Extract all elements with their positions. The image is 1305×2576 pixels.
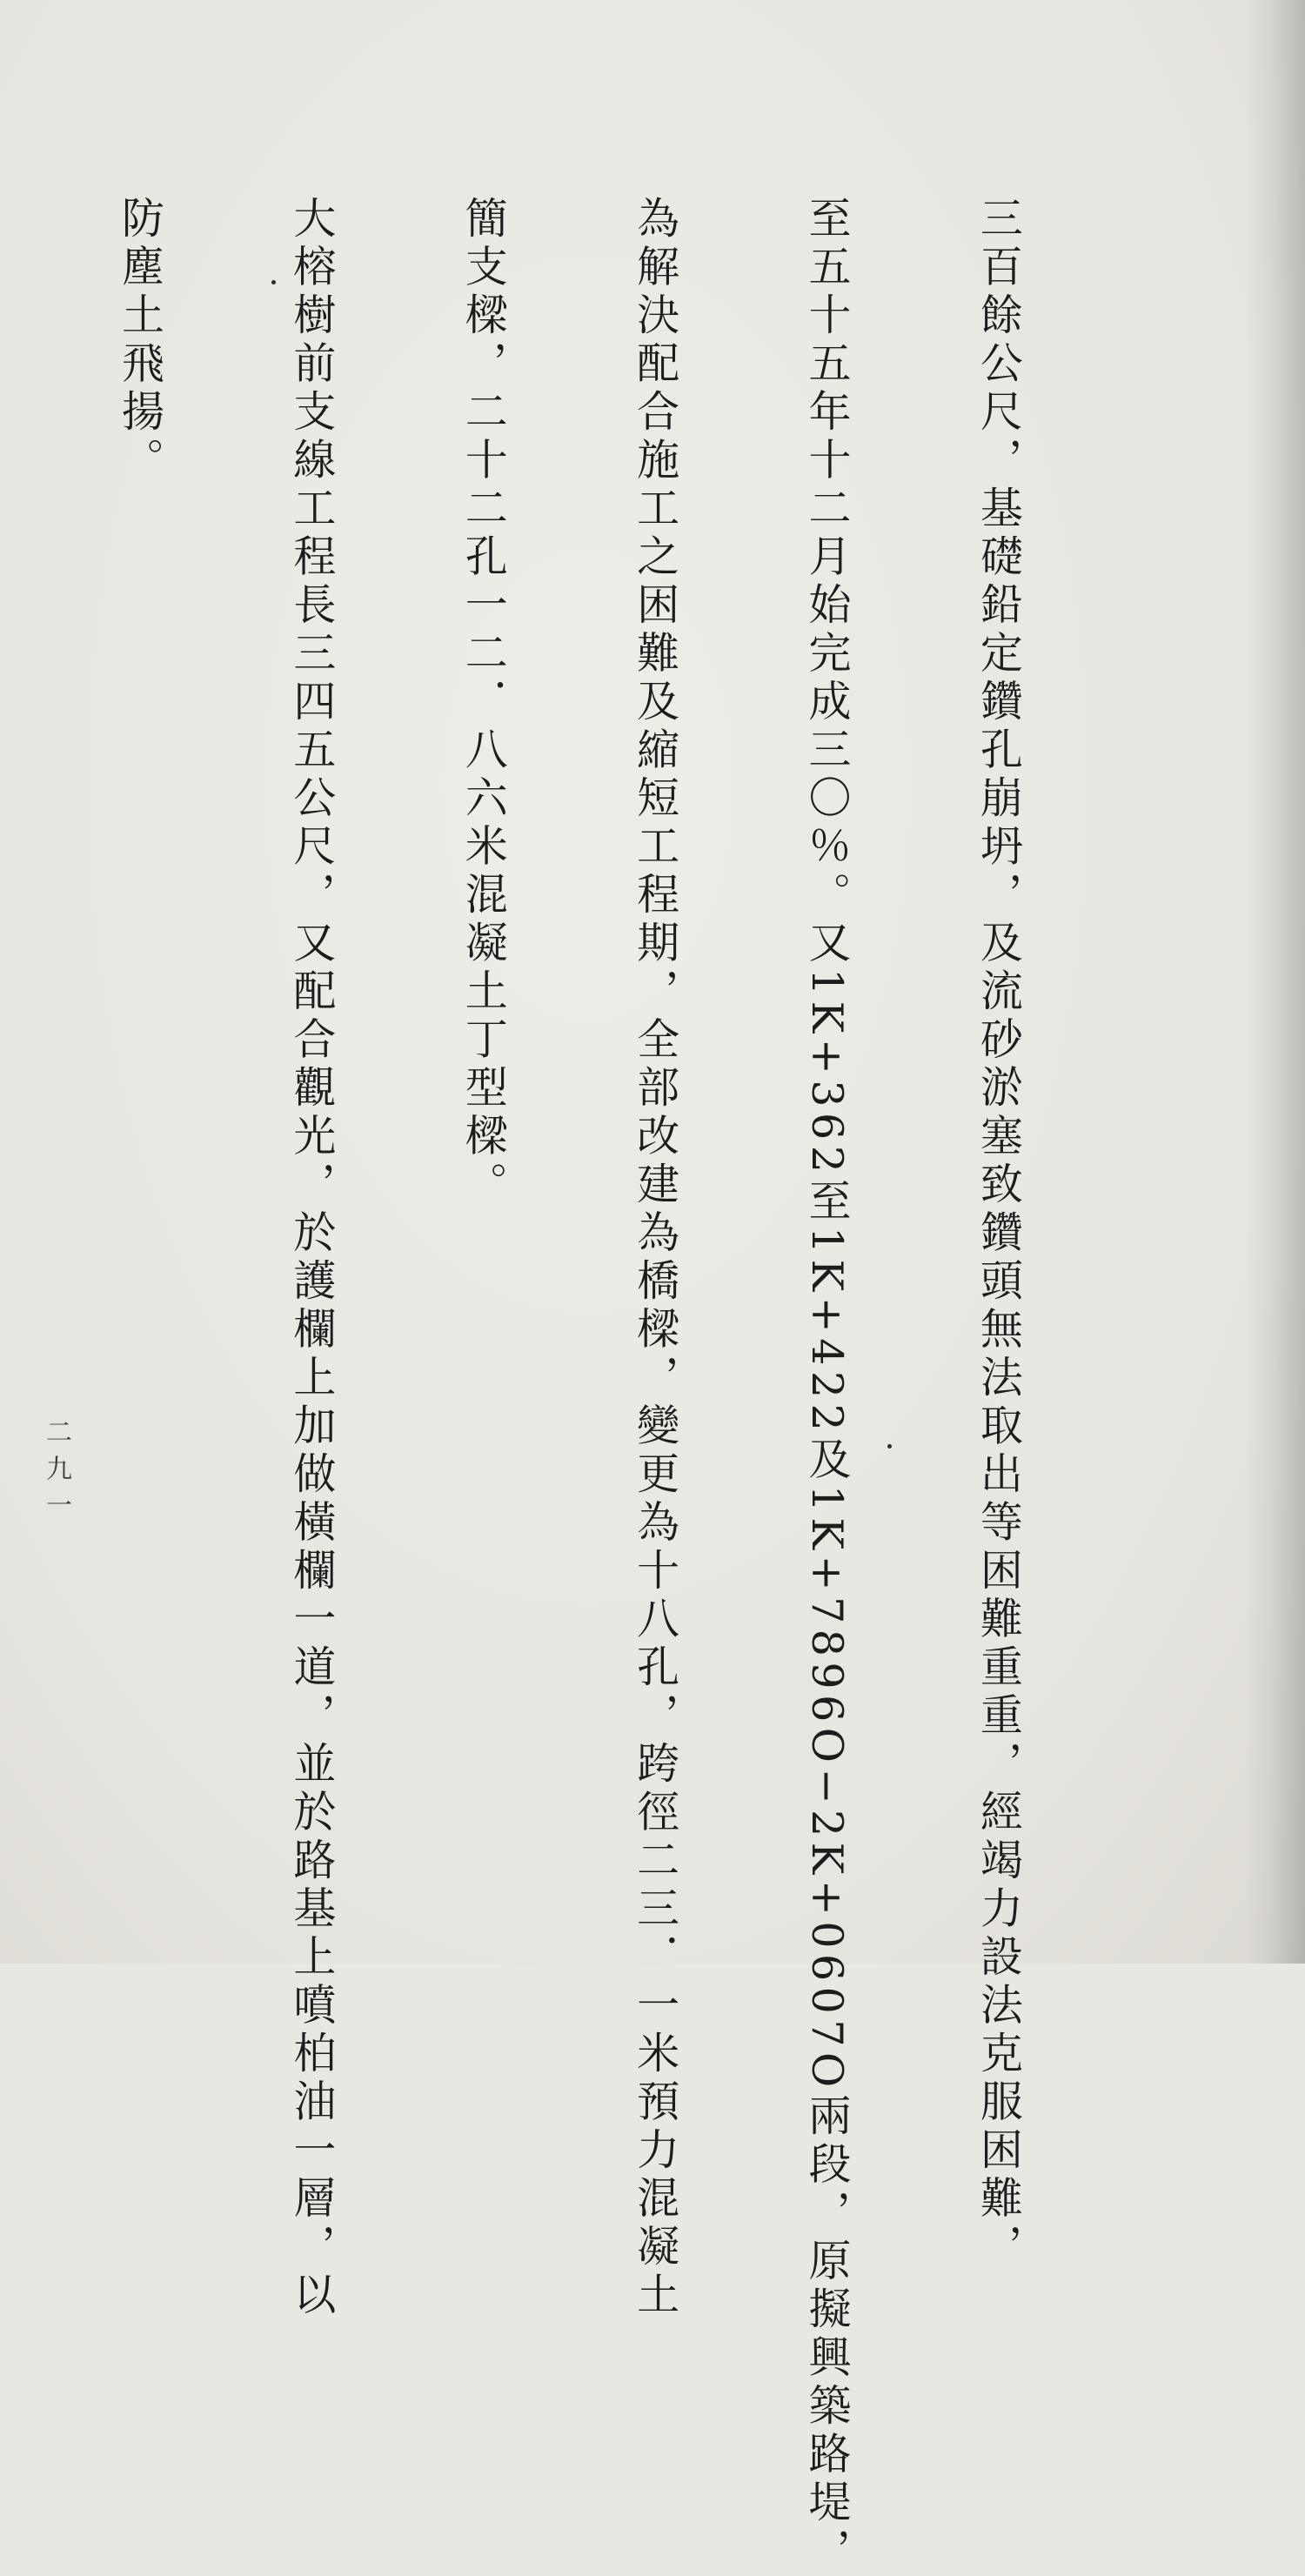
text-column: 為解決配合施工之困難及縮短工程期，全部改建為橋樑，變更為十八孔，跨徑二三．一米預力混凝土: [630, 196, 680, 2320]
text-column: 防塵土飛揚。: [115, 196, 165, 485]
binding-shadow: [1244, 0, 1305, 1964]
text-column: 簡支樑，二十二孔一二．八六米混凝土丁型樑。: [458, 196, 509, 1210]
text-column: 三百餘公尺，基礎鉛定鑽孔崩坍，及流砂淤塞致鑽頭無法取出等困難重重，經竭力設法克服困難，: [974, 196, 1024, 2272]
text-column: 大榕樹前支線工程長三四五公尺，又配合觀光，於護欄上加做橫欄一道，並於路基上噴柏油一層，以: [286, 196, 337, 2320]
text-column: 至五十五年十二月始完成三〇％。又1K+362至1K+422及1K+7896O−2K+0607O兩段，原擬興築路堤，: [802, 196, 853, 2576]
page-number: 二九一: [41, 1418, 71, 1528]
vertical-body-text: [0, 196, 1141, 2576]
ink-speck: [887, 1444, 892, 1449]
ink-speck: [271, 280, 276, 284]
